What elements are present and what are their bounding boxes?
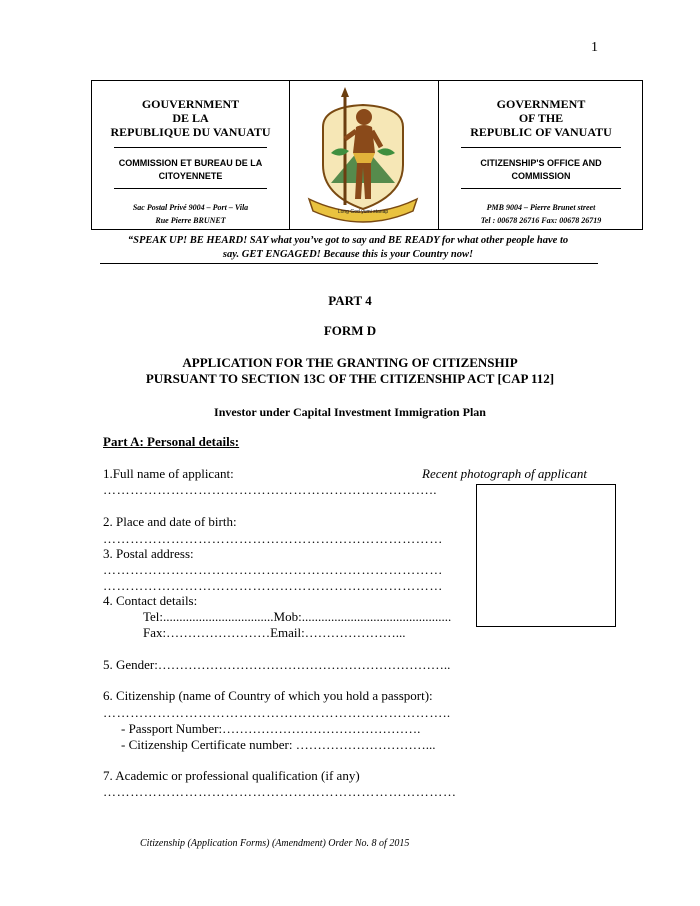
- french-office-line: CITOYENNETE: [158, 171, 223, 181]
- application-title: [0, 355, 700, 387]
- postal-address-label: 3. Postal address:: [103, 546, 194, 561]
- fax-email-field[interactable]: Fax:……………………Email:…………………...: [143, 625, 406, 640]
- divider: [114, 147, 267, 148]
- postal-address-field[interactable]: …………………………………………………………………: [103, 562, 443, 577]
- slogan-line: “SPEAK UP! BE HEARD! SAY what you’ve got to say and BE READY for what other people have to: [127, 235, 569, 246]
- form-heading: FORM D: [323, 323, 377, 338]
- vanuatu-coat-of-arms-icon: [301, 87, 426, 225]
- english-address: [439, 201, 643, 227]
- slogan: [96, 234, 600, 262]
- letterhead-french: [92, 81, 290, 229]
- full-name-field[interactable]: ………………………………………………………………..: [103, 482, 438, 497]
- english-address-line: Tel : 00678 26716 Fax: 00678 26719: [480, 216, 602, 225]
- divider: [461, 147, 621, 148]
- english-office-line: COMMISSION: [511, 171, 571, 181]
- english-title-line: OF THE: [518, 111, 564, 125]
- french-title-line: DE LA: [172, 111, 209, 125]
- english-address-line: PMB 9004 – Pierre Brunet street: [486, 203, 596, 212]
- french-address: [92, 201, 289, 227]
- english-title-line: GOVERNMENT: [496, 97, 586, 111]
- postal-address-field[interactable]: …………………………………………………………………: [103, 578, 443, 593]
- birth-label: 2. Place and date of birth:: [103, 514, 237, 529]
- full-name-label: 1.Full name of applicant:: [103, 466, 234, 481]
- application-title-line: PURSUANT TO SECTION 13C OF THE CITIZENSHIP ACT [CAP 112]: [145, 371, 555, 386]
- citizenship-certificate-field[interactable]: - Citizenship Certificate number: …………………………...: [121, 737, 436, 752]
- english-title-line: REPUBLIC OF VANUATU: [470, 125, 612, 139]
- english-government-title: [439, 97, 643, 139]
- english-office-line: CITIZENSHIP'S OFFICE AND: [480, 158, 602, 168]
- emblem-motto: Long God yumi stanap: [337, 209, 389, 215]
- french-address-line: Sac Postal Privé 9004 – Port – Vila: [132, 203, 249, 212]
- photo-label: Recent photograph of applicant: [422, 466, 588, 481]
- french-office-line: COMMISSION ET BUREAU DE LA: [118, 158, 263, 168]
- application-title-line: APPLICATION FOR THE GRANTING OF CITIZENSHIP: [182, 355, 518, 370]
- photo-box[interactable]: [476, 484, 616, 627]
- section-heading: Part A: Personal details:: [103, 434, 240, 449]
- footer: Citizenship (Application Forms) (Amendment) Order No. 8 of 2015: [140, 838, 410, 849]
- citizenship-label: 6. Citizenship (name of Country of which you hold a passport):: [103, 688, 433, 703]
- emblem-panel: [289, 81, 439, 229]
- letterhead-english: [439, 81, 643, 229]
- french-government-title: [92, 97, 289, 139]
- french-title-line: GOUVERNMENT: [141, 97, 240, 111]
- english-office-name: [439, 157, 643, 183]
- gender-field[interactable]: 5. Gender:…………………………………………………………..: [103, 657, 451, 672]
- letterhead: [91, 80, 643, 230]
- divider: [114, 188, 267, 189]
- part-heading: PART 4: [328, 293, 372, 308]
- passport-number-field[interactable]: - Passport Number:……………………………………….: [121, 721, 421, 736]
- application-subtitle: Investor under Capital Investment Immigration Plan: [214, 405, 486, 419]
- divider: [461, 188, 621, 189]
- french-title-line: REPUBLIQUE DU VANUATU: [110, 125, 271, 139]
- tel-mob-field[interactable]: Tel:..................................Mob:..............................................: [143, 609, 452, 624]
- citizenship-field[interactable]: …………………………………………………………………..: [103, 705, 451, 720]
- qualification-label: 7. Academic or professional qualification (if any): [103, 768, 360, 783]
- qualification-field[interactable]: ……………………………………………………………………: [103, 784, 457, 799]
- slogan-line: say. GET ENGAGED! Because this is your Country now!: [222, 249, 474, 260]
- french-address-line: Rue Pierre BRUNET: [155, 216, 226, 225]
- slogan-underline: [100, 263, 598, 264]
- french-office-name: [92, 157, 289, 183]
- page-number: 1: [591, 40, 598, 55]
- birth-field[interactable]: …………………………………………………………………: [103, 531, 443, 546]
- contact-details-label: 4. Contact details:: [103, 593, 198, 608]
